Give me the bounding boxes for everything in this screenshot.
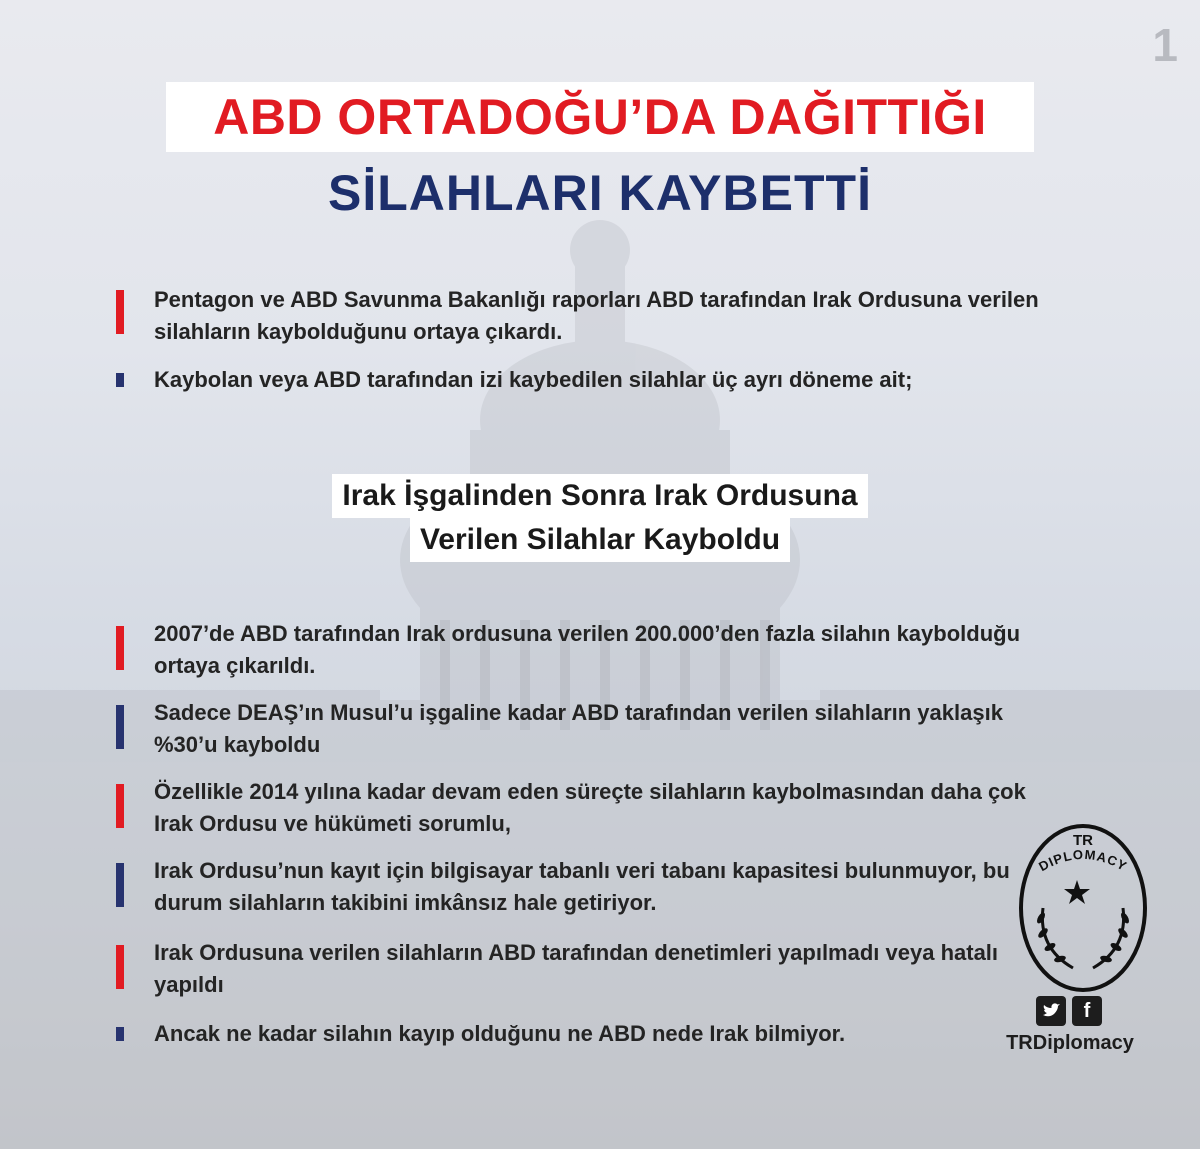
- blue-bar-marker: [116, 1027, 124, 1041]
- detail-bullet-1: [116, 618, 1054, 682]
- red-bar-marker: [116, 945, 124, 989]
- subheading-text: Irak İşgalinden Sonra Irak Ordusuna: [332, 474, 867, 518]
- detail-bullet-text: Ancak ne kadar silahın kayıp olduğunu ne ABD nede Irak bilmiyor.: [154, 1021, 846, 1046]
- title-line-2: SİLAHLARI KAYBETTİ: [328, 165, 872, 221]
- detail-bullet-text: Irak Ordusuna verilen silahların ABD tarafından denetimleri yapılmadı veya hatalı yapıldı: [154, 940, 999, 997]
- red-bar-marker: [116, 626, 124, 670]
- page-number: 1: [1152, 19, 1178, 71]
- detail-bullet-text: Irak Ordusu’nun kayıt için bilgisayar tabanlı veri tabanı kapasitesi bulunmuyor, bu durum silahların takibini imkânsız hale getiriyor.: [154, 858, 1010, 915]
- title-line-1: ABD ORTADOĞU’DA DAĞITTIĞI: [166, 82, 1034, 152]
- intro-bullet-text: Pentagon ve ABD Savunma Bakanlığı raporları ABD tarafından Irak Ordusuna verilen silahların kaybolduğunu ortaya çıkardı.: [154, 287, 1039, 344]
- detail-bullet-text: 2007’de ABD tarafından Irak ordusuna verilen 200.000’den fazla silahın kaybolduğu ortaya çıkarıldı.: [154, 621, 1021, 678]
- logo-tr-text: TR: [1073, 832, 1093, 849]
- facebook-icon[interactable]: f: [1072, 996, 1102, 1026]
- social-icons: [1036, 996, 1102, 1026]
- detail-bullet-6: [116, 1018, 1054, 1050]
- red-bar-marker: [116, 290, 124, 334]
- subheading-line-2: [200, 518, 1000, 562]
- blue-bar-marker: [116, 705, 124, 749]
- tr-diplomacy-logo: [1008, 818, 1158, 998]
- detail-bullet-text: Özellikle 2014 yılına kadar devam eden süreçte silahların kaybolmasından daha çok Irak Ordusu ve hükümeti sorumlu,: [154, 779, 1026, 836]
- intro-bullet-text: Kaybolan veya ABD tarafından izi kaybedilen silahlar üç ayrı döneme ait;: [154, 367, 913, 392]
- subheading-line-1: [200, 474, 1000, 518]
- detail-bullet-3: [116, 776, 1054, 840]
- detail-bullet-2: [116, 697, 1054, 761]
- logo-arc-text: DIPLOMACY: [1036, 846, 1130, 875]
- twitter-icon[interactable]: [1036, 996, 1066, 1026]
- intro-bullet-2: [116, 364, 1054, 396]
- svg-text:DIPLOMACY: [1036, 847, 1130, 874]
- detail-bullet-5: [116, 937, 1054, 1001]
- detail-bullet-text: Sadece DEAŞ’ın Musul’u işgaline kadar ABD tarafından verilen silahların yaklaşık %30’u kayboldu: [154, 700, 1003, 757]
- red-bar-marker: [116, 784, 124, 828]
- social-handle: TRDiplomacy: [1006, 1032, 1134, 1054]
- blue-bar-marker: [116, 863, 124, 907]
- intro-bullet-1: [116, 284, 1054, 348]
- subheading-text: Verilen Silahlar Kayboldu: [410, 518, 790, 562]
- detail-bullet-4: [116, 855, 1054, 919]
- blue-bar-marker: [116, 373, 124, 387]
